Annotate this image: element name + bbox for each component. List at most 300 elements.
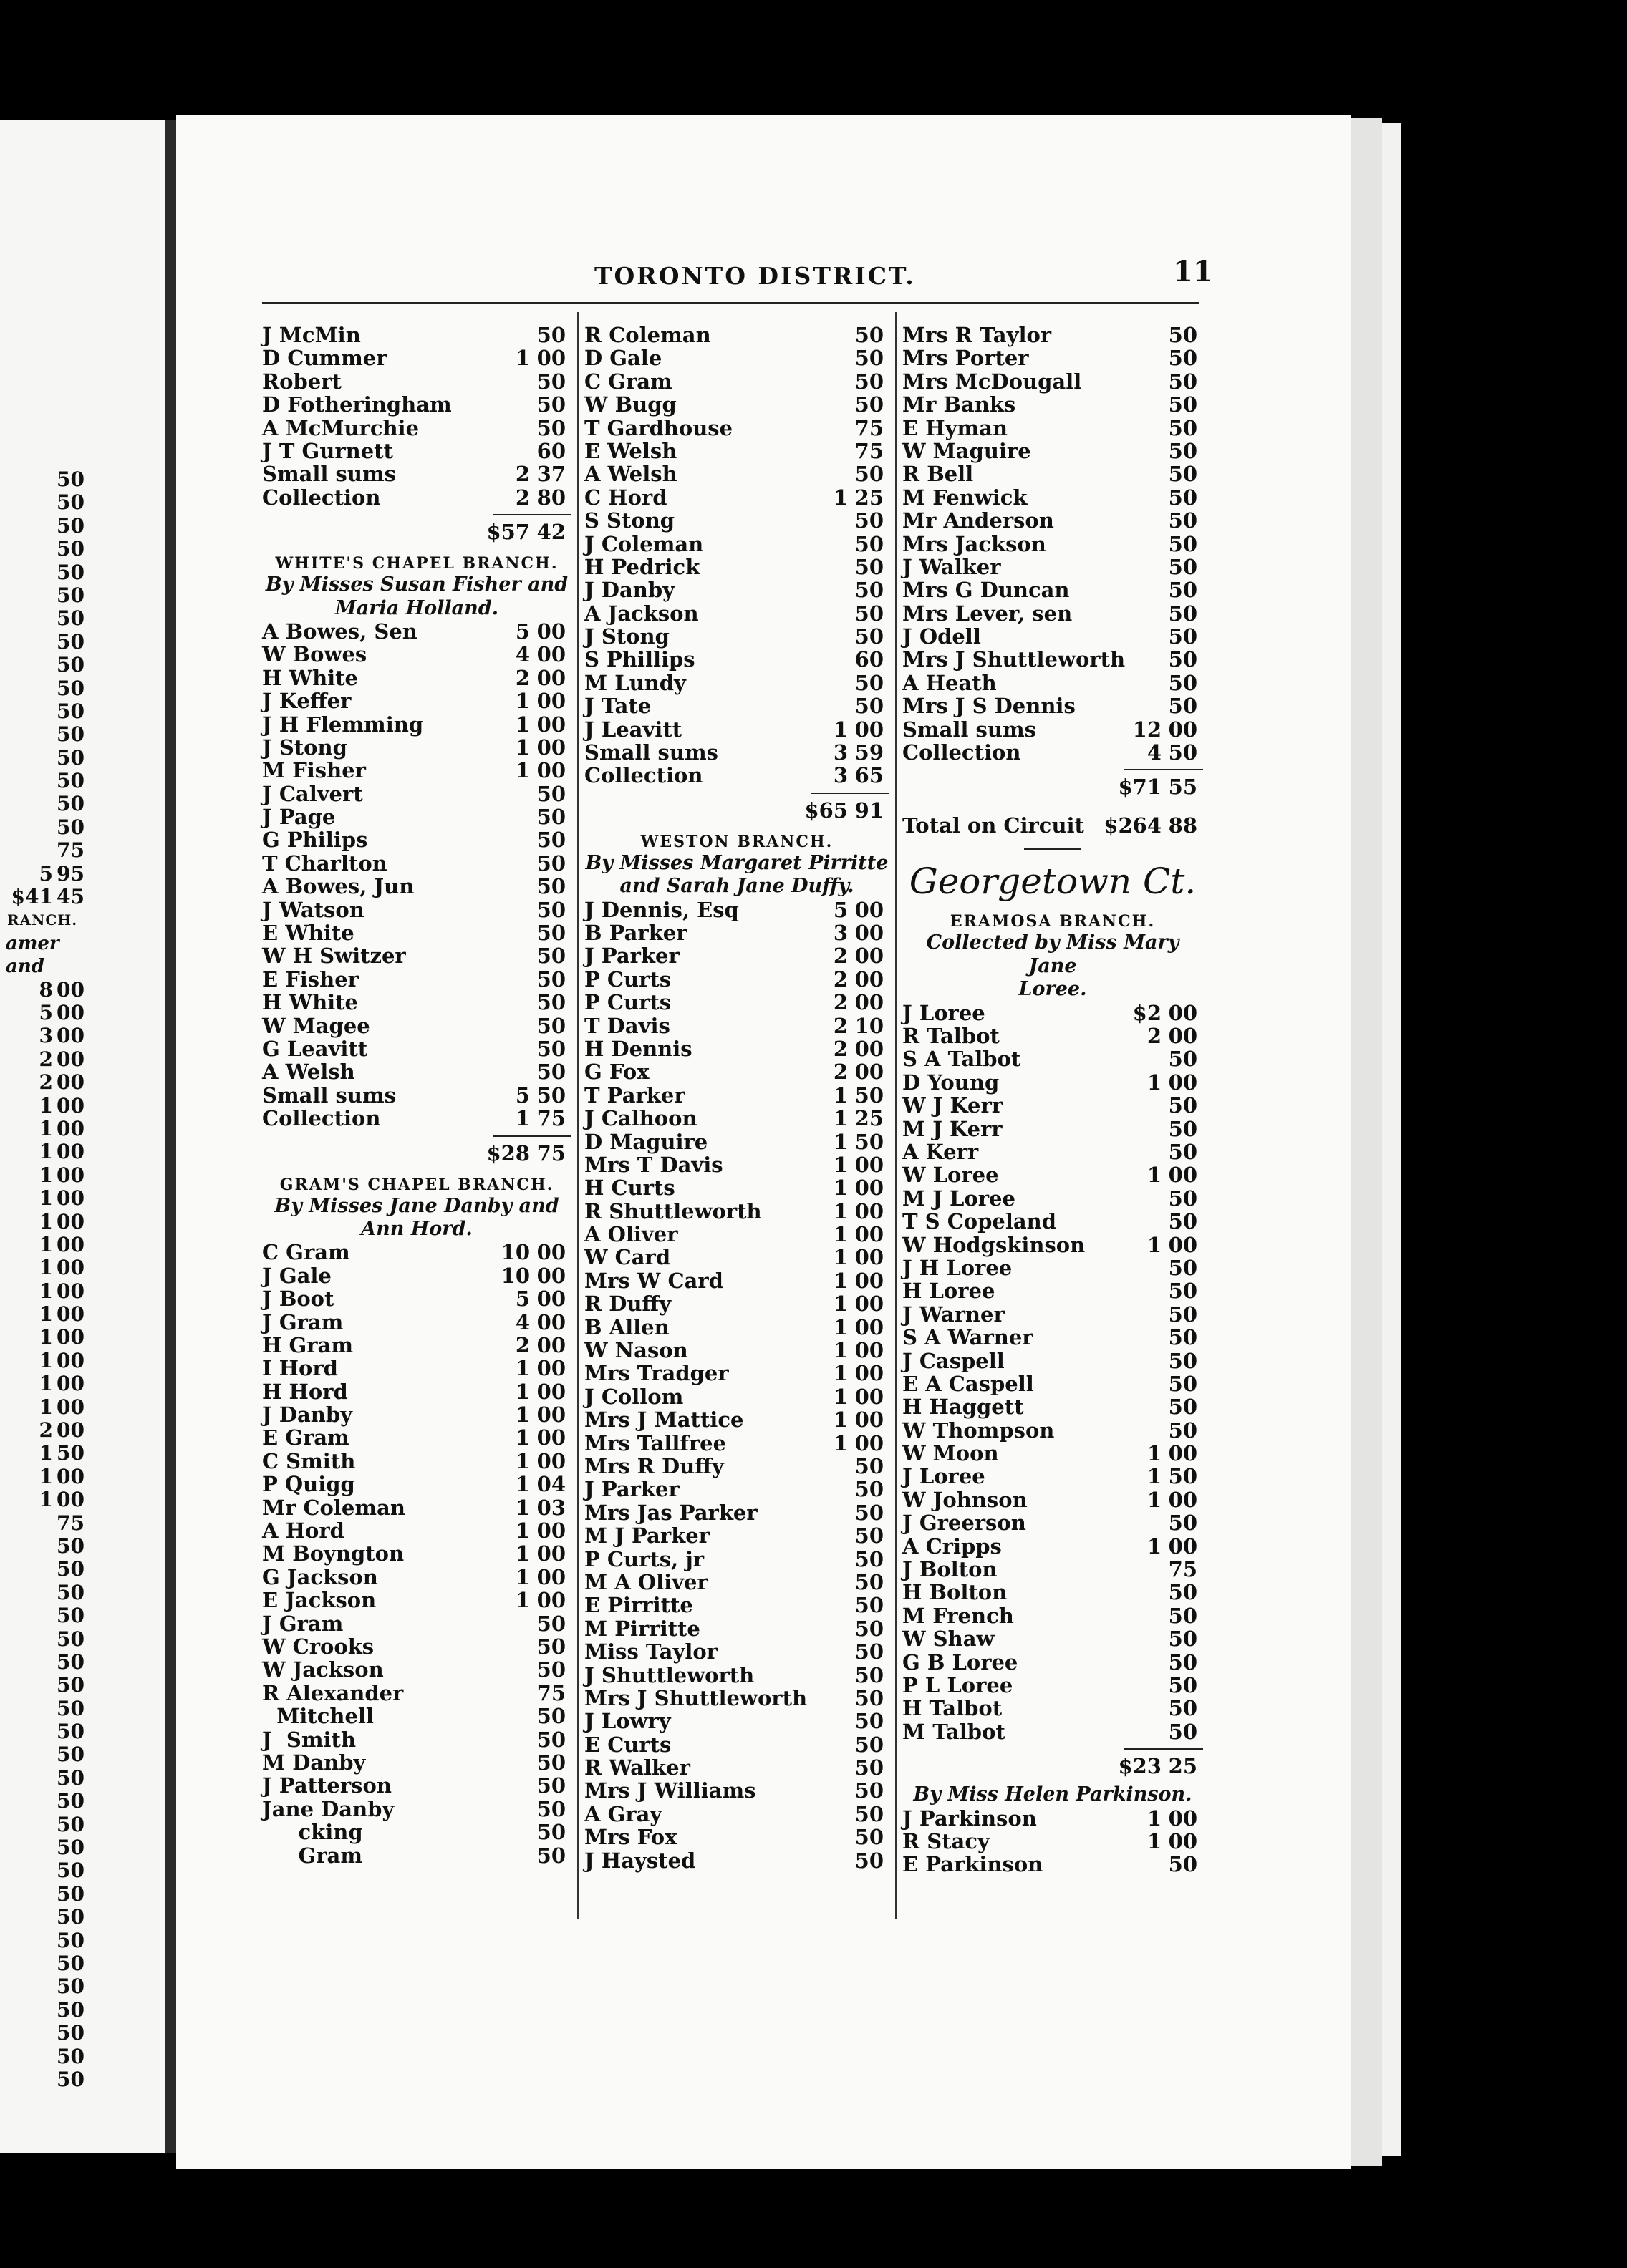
collector-line: By Miss Helen Parkinson. — [913, 1783, 1192, 1806]
fragment-amount — [0, 1697, 89, 1720]
amount-cents: 50 — [536, 392, 566, 417]
contributor-name: T S Copeland — [902, 1209, 1057, 1234]
contributor-name: G Jackson — [262, 1564, 378, 1589]
contributor-row — [584, 1176, 889, 1199]
amount-cents: 50 — [536, 1750, 566, 1775]
amount-dollars: 1 — [515, 758, 530, 783]
amount-cents: 50 — [1168, 1719, 1197, 1744]
amount-cents: 50 — [57, 1533, 85, 1558]
amount-cents: 00 — [57, 1302, 85, 1327]
amount-cents: 50 — [1168, 323, 1197, 347]
amount-cents: 50 — [536, 966, 566, 992]
sum-rule — [902, 764, 1203, 775]
amount-cents: 50 — [57, 1627, 85, 1651]
amount-cents: 50 — [536, 874, 566, 899]
contributor-name: M Pirritte — [584, 1616, 700, 1641]
column-2 — [584, 324, 889, 1872]
contributor-name: Mrs T Davis — [584, 1152, 723, 1177]
amount-cents: 75 — [536, 1140, 566, 1166]
contributor-row — [584, 1130, 889, 1153]
contributor-row — [262, 1774, 571, 1797]
contributor-name: J Stong — [262, 735, 347, 760]
amount-dollars: 1 — [39, 1279, 53, 1303]
contributor-row — [584, 533, 889, 556]
amount-cents: 50 — [57, 1858, 85, 1883]
contributor-row — [262, 1380, 571, 1403]
contributor-row — [902, 556, 1203, 578]
amount-cents: 50 — [854, 1825, 884, 1850]
fragment-amount — [0, 1883, 89, 1906]
contributor-name: R Talbot — [902, 1024, 1000, 1049]
fragment-amount — [0, 979, 89, 1002]
contributor-name: W Loree — [902, 1163, 999, 1188]
amount-cents: 50 — [536, 1013, 566, 1038]
contributor-name: Robert — [262, 369, 342, 394]
contributor-name: Collection — [262, 1106, 381, 1131]
amount-dollars: 1 — [39, 1093, 53, 1118]
contributor-name: J Boot — [262, 1286, 334, 1312]
amount-dollars: 1 — [833, 1430, 848, 1455]
contributor-row — [902, 1210, 1203, 1233]
collector-line: By Misses Jane Danby and — [274, 1194, 559, 1217]
contributor-row — [262, 1426, 571, 1449]
contributor-name: cking — [262, 1820, 363, 1845]
amount-cents: 50 — [536, 1634, 566, 1659]
fragment-amount — [0, 1234, 89, 1256]
amount-cents: 25 — [854, 485, 884, 510]
amount-cents: 50 — [57, 1952, 85, 1975]
amount-dollars: 1 — [515, 1425, 530, 1450]
amount-cents: 50 — [57, 1696, 85, 1720]
contributor-name: B Parker — [584, 921, 687, 946]
amount-cents: 00 — [1168, 1828, 1197, 1853]
contributor-row — [584, 921, 889, 944]
amount-cents: 04 — [536, 1472, 566, 1497]
amount-dollars: 1 — [39, 1348, 53, 1372]
amount-cents: 50 — [536, 897, 566, 922]
contributor-name: A Bowes, Jun — [262, 874, 415, 899]
amount-cents: 00 — [57, 1279, 85, 1303]
amount-cents: 00 — [57, 1464, 85, 1488]
amount-cents: 50 — [57, 722, 85, 747]
amount-cents: 00 — [536, 712, 566, 737]
amount-cents: 00 — [536, 642, 566, 667]
amount-cents: 50 — [536, 1060, 566, 1085]
contributor-name: J Calhoon — [584, 1106, 697, 1131]
contributor-name: Gram — [262, 1843, 363, 1868]
amount-cents: 50 — [854, 392, 884, 417]
contributor-row — [584, 898, 889, 921]
amount-cents: 59 — [854, 740, 884, 765]
contributor-name: H White — [262, 990, 359, 1015]
amount-cents: 50 — [854, 508, 884, 533]
contributor-row — [902, 1094, 1203, 1117]
contributor-row — [262, 1635, 571, 1658]
contributor-name: J Lowry — [584, 1709, 671, 1734]
fragment-amount — [0, 1999, 89, 2022]
fragment-amount — [0, 1349, 89, 1372]
header-rule — [262, 302, 1199, 304]
contributor-name: J Gram — [262, 1309, 344, 1334]
amount-cents: 50 — [536, 944, 566, 969]
amount-dollars: $23 — [1118, 1754, 1162, 1779]
amount-cents: 00 — [854, 1176, 884, 1201]
amount-dollars: 1 — [39, 1209, 53, 1234]
contributor-row — [584, 1014, 889, 1037]
amount-dollars: 1 — [833, 1384, 848, 1409]
contributor-name: R Walker — [584, 1755, 690, 1780]
contributor-row — [262, 393, 571, 416]
contributor-row — [584, 1037, 889, 1060]
contributor-row — [902, 324, 1203, 346]
contributor-row — [584, 1153, 889, 1176]
contributor-name: M J Kerr — [902, 1116, 1003, 1141]
amount-dollars: 4 — [515, 1309, 530, 1334]
contributor-name: A Welsh — [584, 462, 677, 487]
amount-cents: 50 — [57, 792, 85, 816]
fragment-amount — [0, 1651, 89, 1674]
amount-cents: 00 — [854, 1361, 884, 1386]
contributor-row — [262, 921, 571, 944]
contributor-name: R Stacy — [902, 1828, 990, 1853]
amount-dollars: 2 — [515, 665, 530, 690]
amount-cents: 00 — [57, 1116, 85, 1140]
fragment-amount — [0, 1628, 89, 1651]
contributor-name: H Bolton — [902, 1580, 1008, 1605]
contributor-row — [262, 1084, 571, 1107]
contributor-row — [262, 805, 571, 828]
amount-cents: 00 — [1168, 1070, 1197, 1095]
amount-dollars: 2 — [515, 462, 530, 487]
amount-cents: 50 — [1168, 1279, 1197, 1304]
contributor-row — [262, 1357, 571, 1380]
page-edge — [1351, 118, 1382, 2166]
amount-cents: 50 — [854, 1732, 884, 1757]
contributor-row — [584, 1524, 889, 1547]
contributor-row — [262, 1473, 571, 1496]
contributor-row — [902, 694, 1203, 717]
contributor-name: E Pirritte — [584, 1593, 693, 1618]
contributor-name: J H Loree — [902, 1255, 1013, 1280]
contributor-row — [584, 486, 889, 509]
amount-cents: 50 — [1168, 438, 1197, 463]
contributor-name: W Johnson — [902, 1487, 1028, 1512]
amount-cents: 00 — [536, 1541, 566, 1566]
contributor-row — [902, 1163, 1203, 1186]
contributor-name: H Hord — [262, 1379, 348, 1404]
amount-cents: 50 — [854, 1082, 884, 1108]
contributor-name: R Shuttleworth — [584, 1198, 762, 1223]
contributor-row — [584, 1501, 889, 1524]
amount-cents: 50 — [57, 1812, 85, 1836]
contributor-row — [902, 1674, 1203, 1697]
amount-dollars: 1 — [1146, 1232, 1162, 1257]
contributor-name: D Fotheringham — [262, 392, 452, 417]
contributor-name: R Duffy — [584, 1292, 672, 1317]
contributor-row — [584, 393, 889, 416]
amount-cents: 50 — [57, 629, 85, 654]
sum-rule — [262, 509, 571, 520]
fragment-amount — [0, 1813, 89, 1836]
amount-dollars: 2 — [833, 1060, 848, 1085]
amount-cents: 00 — [57, 1209, 85, 1234]
amount-dollars: 1 — [833, 1245, 848, 1270]
amount-dollars: 1 — [515, 735, 530, 760]
contributor-name: S Stong — [584, 508, 675, 533]
contributor-name: M Talbot — [902, 1719, 1005, 1744]
total-row — [584, 799, 889, 828]
rule-line — [1124, 1748, 1203, 1750]
amount-cents: 50 — [1168, 1093, 1197, 1118]
contributor-name: W Magee — [262, 1013, 370, 1038]
amount-dollars: 5 — [515, 1082, 530, 1108]
amount-dollars: 5 — [515, 1286, 530, 1312]
contributor-name: J Page — [262, 805, 336, 830]
contributor-row — [902, 1303, 1203, 1326]
contributor-row — [902, 1279, 1203, 1302]
fragment-amount — [0, 538, 89, 561]
contributor-row — [584, 1269, 889, 1292]
fragment-amount — [0, 816, 89, 839]
contributor-row — [902, 1256, 1203, 1279]
fragment-amount — [0, 2045, 89, 2068]
amount-cents: 91 — [854, 798, 884, 823]
amount-cents: 00 — [536, 1425, 566, 1450]
column-divider — [577, 312, 579, 1919]
amount-cents: 50 — [57, 1441, 85, 1465]
amount-cents: 50 — [536, 323, 566, 347]
contributor-row — [902, 440, 1203, 462]
contributor-name: P Quigg — [262, 1472, 355, 1497]
total-row — [902, 1755, 1203, 1783]
contributor-name: J McMin — [262, 323, 361, 347]
amount-cents: 50 — [854, 1616, 884, 1641]
contributor-name: E Welsh — [584, 438, 677, 463]
amount-cents: 50 — [1168, 624, 1197, 649]
fragment-amount — [0, 1002, 89, 1024]
column-3 — [902, 324, 1203, 1876]
amount-dollars: 1 — [39, 1256, 53, 1280]
contributor-name: H Loree — [902, 1279, 995, 1304]
fragment-byline: amer and — [6, 932, 59, 978]
branch-heading: ERAMOSA BRANCH. — [950, 912, 1156, 931]
contributor-name: S Phillips — [584, 647, 695, 672]
amount-dollars: 1 — [833, 1314, 848, 1339]
amount-cents: 50 — [57, 1557, 85, 1581]
amount-dollars: $57 — [486, 520, 530, 545]
amount-dollars: 1 — [515, 1588, 530, 1613]
amount-cents: 00 — [1168, 717, 1197, 742]
amount-cents: 50 — [536, 1611, 566, 1636]
contributor-name: H White — [262, 665, 359, 690]
fragment-amount — [0, 1164, 89, 1187]
contributor-row — [262, 1798, 571, 1821]
sum-rule — [584, 788, 889, 799]
contributor-name: J Bolton — [902, 1557, 998, 1582]
amount-dollars: 1 — [515, 346, 530, 371]
amount-cents: 00 — [536, 1518, 566, 1544]
contributor-row — [584, 1779, 889, 1802]
amount-cents: 50 — [57, 769, 85, 793]
contributor-row — [262, 440, 571, 462]
amount-cents: 50 — [57, 537, 85, 561]
contributor-row — [584, 1107, 889, 1130]
page-number: 11 — [1173, 255, 1213, 289]
contributor-name: J Gram — [262, 1611, 344, 1636]
contributor-row — [584, 1756, 889, 1779]
amount-dollars: $41 — [11, 885, 53, 909]
contributor-row — [902, 417, 1203, 440]
amount-dollars: 1 — [833, 1152, 848, 1177]
amount-cents: 00 — [1168, 1806, 1197, 1831]
rule-line — [1124, 769, 1203, 770]
amount-cents: 50 — [854, 1709, 884, 1734]
fragment-amount — [0, 723, 89, 746]
contributor-row — [902, 462, 1203, 485]
amount-dollars: 10 — [501, 1263, 530, 1288]
contributor-row — [902, 578, 1203, 601]
collector-line: By Misses Susan Fisher and — [265, 573, 569, 596]
contributor-name: E Hyman — [902, 415, 1008, 440]
contributor-name: P Curts — [584, 966, 672, 992]
branch-heading: WHITE'S CHAPEL BRANCH. — [275, 554, 559, 573]
amount-cents: 50 — [57, 467, 85, 491]
amount-cents: 00 — [854, 1245, 884, 1270]
amount-dollars: 1 — [833, 1222, 848, 1247]
contributor-row — [902, 1807, 1203, 1830]
amount-cents: 75 — [536, 1106, 566, 1131]
contributor-row — [584, 462, 889, 485]
contributor-name: D Maguire — [584, 1129, 708, 1154]
amount-cents: 50 — [57, 745, 85, 770]
amount-cents: 00 — [536, 1309, 566, 1334]
contributor-row — [902, 1720, 1203, 1743]
amount-dollars: 1 — [1146, 1070, 1162, 1095]
contributor-row — [902, 1118, 1203, 1140]
fragment-amount — [0, 1211, 89, 1234]
contributor-row — [262, 1014, 571, 1037]
contributor-row — [262, 1241, 571, 1264]
amount-cents: 50 — [854, 369, 884, 394]
amount-cents: 00 — [854, 1268, 884, 1293]
amount-cents: 00 — [57, 1232, 85, 1256]
rule-line — [493, 1135, 571, 1137]
contributor-row — [262, 852, 571, 875]
amount-cents: 50 — [1168, 1302, 1197, 1327]
amount-cents: 50 — [854, 1639, 884, 1664]
amount-dollars: 2 — [39, 1047, 53, 1071]
amount-cents: 50 — [1168, 1325, 1197, 1350]
total-label: Total on Circuit — [902, 813, 1084, 838]
contributor-name: J Caspell — [902, 1348, 1005, 1373]
contributor-name: P L Loree — [902, 1672, 1013, 1697]
contributor-row — [902, 625, 1203, 648]
amount-cents: 00 — [854, 1430, 884, 1455]
contributor-row — [262, 1566, 571, 1589]
amount-cents: 00 — [854, 921, 884, 946]
contributor-name: J Keffer — [262, 689, 352, 714]
amount-cents: 50 — [57, 653, 85, 677]
contributor-name: R Coleman — [584, 323, 711, 347]
amount-dollars: 1 — [39, 1464, 53, 1488]
amount-dollars: 1 — [515, 1495, 530, 1520]
amount-cents: 50 — [57, 1997, 85, 2022]
amount-dollars: 1 — [1146, 1163, 1162, 1188]
amount-cents: 00 — [57, 1488, 85, 1512]
contributor-name: J Tate — [584, 694, 652, 719]
contributor-row — [902, 1071, 1203, 1094]
contributor-name: J Collom — [584, 1384, 684, 1409]
contributor-name: W J Kerr — [902, 1093, 1003, 1118]
contributor-name: H Haggett — [902, 1395, 1024, 1420]
contributor-row — [584, 370, 889, 393]
amount-cents: 00 — [854, 1338, 884, 1363]
amount-cents: 50 — [57, 1905, 85, 1929]
contributor-row — [262, 944, 571, 967]
contributor-name: D Young — [902, 1070, 1000, 1095]
fragment-amount — [0, 1674, 89, 1697]
contributor-name: J T Gurnett — [262, 438, 393, 463]
contributor-row — [262, 1821, 571, 1843]
contributor-row — [584, 602, 889, 625]
amount-cents: 50 — [1168, 1395, 1197, 1420]
amount-cents: 50 — [854, 1801, 884, 1826]
contributor-row — [584, 1478, 889, 1501]
fragment-heading: RANCH. — [7, 911, 78, 929]
amount-cents: 00 — [1168, 1441, 1197, 1466]
amount-cents: 50 — [1168, 1852, 1197, 1877]
contributor-name: J Stong — [584, 624, 670, 649]
left-margin-amounts — [0, 468, 89, 2091]
amount-cents: 50 — [57, 1765, 85, 1790]
amount-cents: 75 — [854, 438, 884, 463]
fragment-blank — [0, 955, 89, 978]
amount-cents: 50 — [854, 624, 884, 649]
fragment-amount — [0, 1488, 89, 1511]
contributor-row — [584, 1710, 889, 1732]
contributor-name: W Maguire — [902, 438, 1031, 463]
amount-cents: 00 — [57, 1000, 85, 1024]
contributor-row — [902, 509, 1203, 532]
contributor-name: Mrs Fox — [584, 1825, 677, 1850]
amount-dollars: $264 — [1104, 813, 1162, 838]
amount-cents: 50 — [536, 1820, 566, 1845]
contributor-name: M Fisher — [262, 758, 366, 783]
contributor-row — [262, 1682, 571, 1705]
amount-cents: 50 — [1168, 485, 1197, 510]
contributor-name: Collection — [584, 763, 703, 788]
fragment-amount — [0, 1604, 89, 1627]
contributor-name: A Gray — [584, 1801, 662, 1826]
amount-cents: 50 — [536, 1036, 566, 1061]
contributor-row — [584, 1571, 889, 1594]
amount-dollars: 10 — [501, 1240, 530, 1265]
amount-cents: 50 — [536, 805, 566, 830]
amount-dollars: 1 — [39, 1232, 53, 1256]
rule-line — [811, 793, 889, 794]
contributor-row — [262, 1060, 571, 1083]
amount-cents: 50 — [1168, 1255, 1197, 1280]
contributor-name: W Nason — [584, 1338, 688, 1363]
amount-cents: 50 — [1168, 1672, 1197, 1697]
contributor-name: P Curts — [584, 990, 672, 1015]
contributor-name: Mrs Lever, sen — [902, 601, 1073, 626]
amount-cents: 00 — [57, 1325, 85, 1349]
amount-cents: 00 — [57, 1256, 85, 1280]
contributor-name: M J Parker — [584, 1523, 710, 1549]
amount-dollars: 1 — [515, 712, 530, 737]
amount-dollars: 2 — [39, 1070, 53, 1095]
